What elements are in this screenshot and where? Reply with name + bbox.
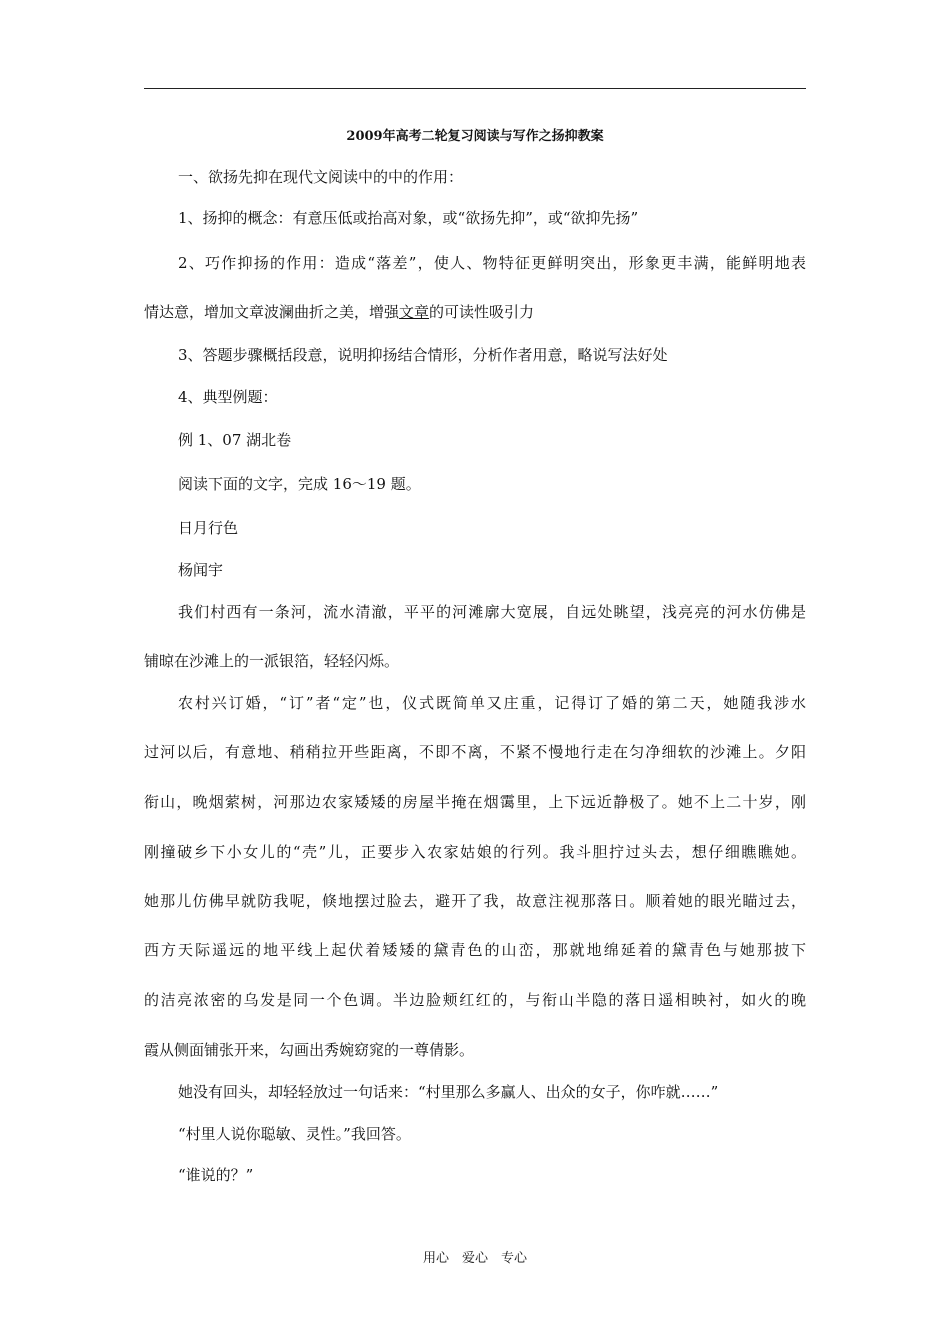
paragraph-line: 西方天际遥远的地平线上起伏着矮矮的黛青色的山峦，那就地绵延着的黛青色与她那披下 [144,941,806,959]
paragraph-line: 农村兴订婚，“订”者“定”也，仪式既简单又庄重，记得订了婚的第二天，她随我涉水 [178,694,806,712]
paragraph-line: 1、扬抑的概念：有意压低或抬高对象，或“欲扬先抑”，或“欲抑先扬” [178,209,639,227]
document-title: 2009年高考二轮复习阅读与写作之扬抑教案 [346,129,604,144]
paragraph-line [144,302,806,322]
paragraph-line: 她没有回头，却轻轻放过一句话来：“村里那么多赢人、出众的女子，你咋就……” [178,1083,719,1101]
paragraph-line: 4、典型例题： [178,388,278,406]
underlined-link-text[interactable]: 文章 [399,303,430,321]
paragraph-line: 阅读下面的文字，完成 16～19 题。 [178,475,421,493]
article-title: 日月行色 [178,519,239,537]
paragraph-line: “村里人说你聪敏、灵性。”我回答。 [178,1125,411,1143]
article-author: 杨闻宇 [178,561,224,579]
paragraph-line: 她那儿仿佛早就防我呢，倏地摆过脸去，避开了我，故意注视那落日。顺着她的眼光瞄过去， [144,892,806,910]
paragraph-line: 2、巧作抑扬的作用：造成“落差”，使人、物特征更鲜明突出，形象更丰满，能鲜明地表 [178,254,806,272]
section-heading: 一、欲扬先抑在现代文阅读中的中的作用： [178,168,464,186]
paragraph-line: 的洁亮浓密的乌发是同一个色调。半边脸颊红红的，与衔山半隐的落日遥相映衬，如火的晚 [144,991,806,1009]
paragraph-line: 3、答题步骤概括段意，说明抑扬结合情形，分析作者用意，略说写法好处 [178,346,668,364]
paragraph-line: “谁说的？” [178,1166,254,1184]
paragraph-line: 我们村西有一条河，流水清澈，平平的河滩廓大宽展，自远处眺望，浅亮亮的河水仿佛是 [178,603,806,621]
text-span: 情达意，增加文章波澜曲折之美，增强 [144,303,400,321]
example-heading: 例 1、07 湖北卷 [178,431,292,449]
paragraph-line: 霞从侧面铺张开来，勾画出秀婉窈窕的一尊倩影。 [144,1041,475,1059]
paragraph-line: 衔山，晚烟萦树，河那边农家矮矮的房屋半掩在烟霭里，上下远近静极了。她不上二十岁，刚 [144,793,806,811]
paragraph-line: 刚撞破乡下小女儿的“壳”儿，正要步入农家姑娘的行列。我斗胆拧过头去，想仔细瞧瞧她。 [144,843,806,861]
page-footer: 用心 爱心 专心 [422,1251,527,1266]
paragraph-line: 过河以后，有意地、稍稍拉开些距离，不即不离，不紧不慢地行走在匀净细软的沙滩上。夕阳 [144,743,806,761]
paragraph-line: 铺晾在沙滩上的一派银箔，轻轻闪烁。 [144,652,400,670]
text-span: 的可读性吸引力 [429,303,535,321]
header-rule [144,88,806,89]
